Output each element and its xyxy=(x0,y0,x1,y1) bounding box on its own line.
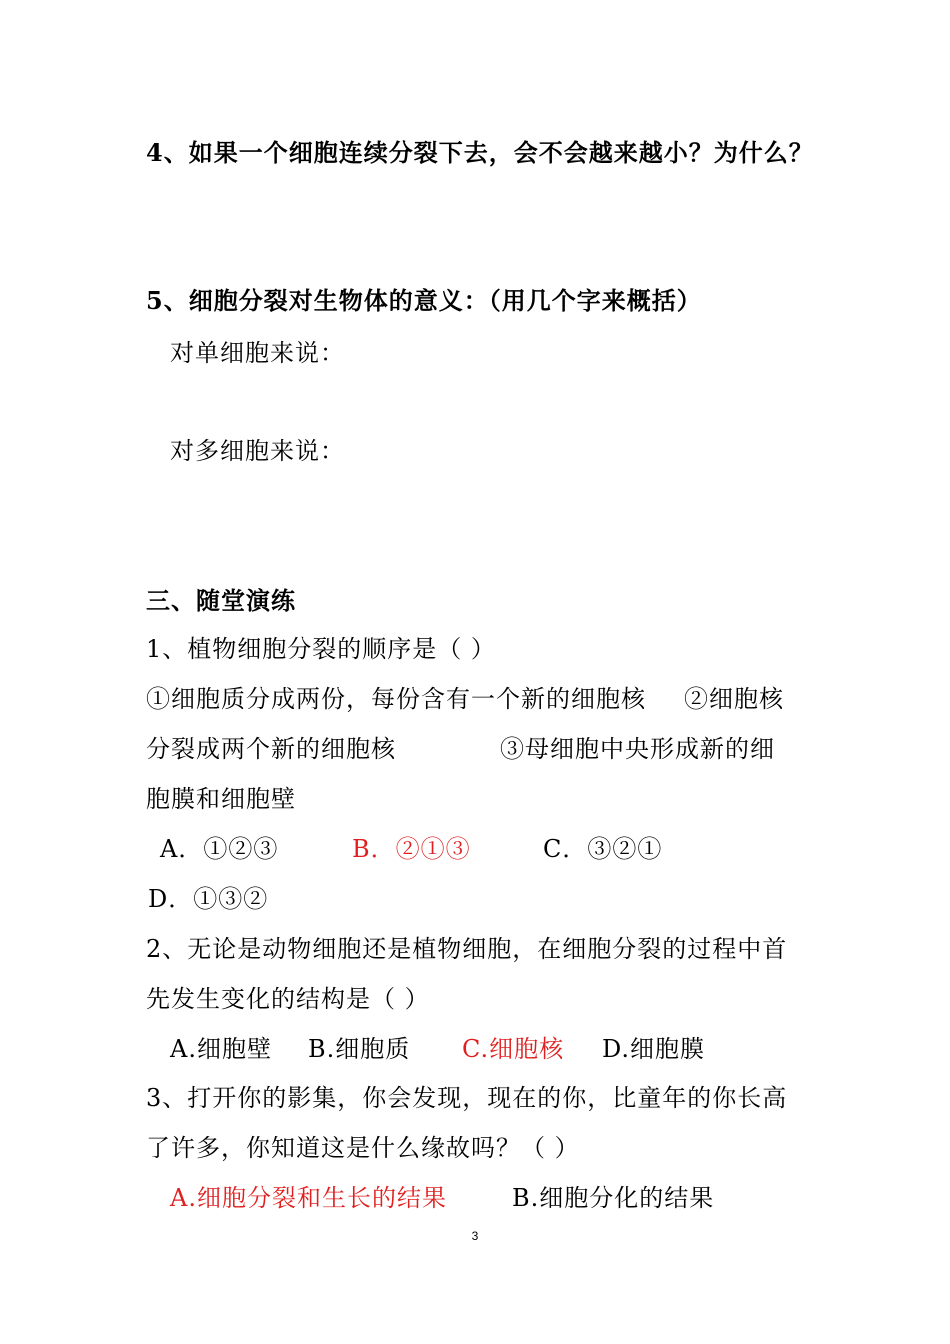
practice-1-choice-c: C．③②① xyxy=(543,835,663,863)
practice-2-choice-c: C.细胞核 xyxy=(462,1035,565,1063)
practice-3-choice-b: B.细胞分化的结果 xyxy=(512,1184,715,1212)
question-4: 4、如果一个细胞连续分裂下去，会不会越来越小？为什么？ xyxy=(146,138,814,167)
practice-1-option-2b: 分裂成两个新的细胞核 xyxy=(146,735,396,763)
practice-3-choice-a: A.细胞分裂和生长的结果 xyxy=(170,1184,447,1212)
practice-1-choice-b: B．②①③ xyxy=(352,835,471,863)
practice-1-stem: 1、植物细胞分裂的顺序是（ ） xyxy=(146,635,496,663)
page-number: 3 xyxy=(471,1229,479,1243)
section-3-title: 三、随堂演练 xyxy=(146,586,296,615)
practice-2-stem-2: 先发生变化的结构是（ ） xyxy=(146,985,430,1013)
practice-1-option-3b: 胞膜和细胞壁 xyxy=(146,785,296,813)
practice-2-choice-a: A.细胞壁 xyxy=(170,1035,272,1063)
practice-1-choice-a: A．①②③ xyxy=(160,835,279,863)
practice-2-stem-1: 2、无论是动物细胞还是植物细胞，在细胞分裂的过程中首 xyxy=(146,935,788,963)
question-5-title: 5、细胞分裂对生物体的意义：（用几个字来概括） xyxy=(146,286,702,315)
practice-1-choice-d: D．①③② xyxy=(148,885,269,913)
practice-3-stem-1: 3、打开你的影集，你会发现，现在的你，比童年的你长高 xyxy=(146,1084,788,1112)
question-5-multi-cell: 对多细胞来说： xyxy=(170,437,345,465)
practice-2-choice-b: B.细胞质 xyxy=(308,1035,411,1063)
question-5-single-cell: 对单细胞来说： xyxy=(170,339,345,367)
practice-3-stem-2: 了许多，你知道这是什么缘故吗？（ ） xyxy=(146,1134,580,1162)
practice-1-option-1: ①细胞质分成两份，每份含有一个新的细胞核 xyxy=(146,685,646,713)
practice-1-option-2a: ②细胞核 xyxy=(684,685,784,713)
practice-2-choice-d: D.细胞膜 xyxy=(602,1035,706,1063)
practice-1-option-3a: ③母细胞中央形成新的细 xyxy=(500,735,775,763)
